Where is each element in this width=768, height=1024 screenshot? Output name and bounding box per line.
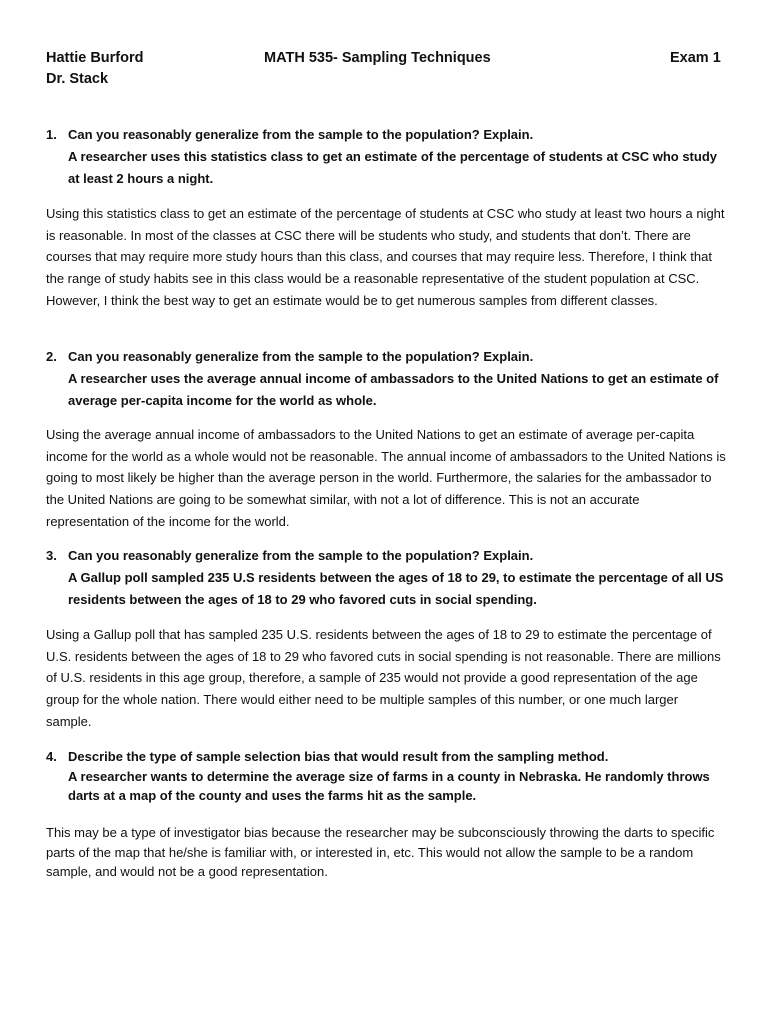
question-4 (46, 747, 726, 806)
question-number: 3. (46, 548, 57, 563)
question-2 (46, 346, 726, 412)
question-3 (46, 545, 726, 611)
question-scenario: A Gallup poll sampled 235 U.S residents between the ages of 18 to 29, to estimate the percentage of all US residents between the ages of 18 to 29 who favored cuts in social spending. (68, 570, 724, 607)
question-prompt: Can you reasonably generalize from the sample to the population? Explain. (68, 548, 534, 563)
question-scenario: A researcher uses the average annual income of ambassadors to the United Nations to get an estimate of average per-capita income for the world as whole. (68, 371, 719, 408)
question-prompt: Describe the type of sample selection bias that would result from the sampling method. (68, 749, 609, 764)
answer-4: This may be a type of investigator bias because the researcher may be subconsciously throwing the darts to specific parts of the map that he/she is familiar with, or interested in, etc. This would not allow the sample to be a random sample, and would not be a good representation. (46, 825, 715, 879)
student-name: Hattie Burford (46, 50, 144, 66)
course-title: MATH 535- Sampling Techniques (264, 50, 491, 66)
answer-2: Using the average annual income of ambassadors to the United Nations to get an estimate of average per-capita income for the world as a whole would not be reasonable. The annual income of ambassadors to the United Nations is going to most likely be higher than the average person in the world. Furthermore, the salaries for the ambassador to the United Nations are going to be somewhat similar, with not a lot of difference. This is not an accurate representation of the income for the world. (46, 427, 726, 529)
instructor-name: Dr. Stack (46, 71, 109, 87)
question-scenario: A researcher wants to determine the average size of farms in a county in Nebraska. He randomly throws darts at a map of the county and uses the farms hit as the sample. (68, 768, 710, 803)
exam-label: Exam 1 (670, 50, 721, 66)
question-number: 4. (46, 749, 57, 764)
answer-1: Using this statistics class to get an estimate of the percentage of students at CSC who study at least two hours a night is reasonable. In most of the classes at CSC there will be students who study, and students that don’t. There are courses that may require more study hours than this class, and courses that may require less. Therefore, I think that the range of study habits see in this class would be a reasonable representative of the student population at CSC. However, I think the best way to get an estimate would be to get numerous samples from different classes. (46, 206, 725, 308)
question-number: 2. (46, 349, 57, 364)
question-prompt: Can you reasonably generalize from the sample to the population? Explain. (68, 127, 534, 142)
question-prompt: Can you reasonably generalize from the sample to the population? Explain. (68, 349, 534, 364)
question-number: 1. (46, 127, 57, 142)
question-scenario: A researcher uses this statistics class to get an estimate of the percentage of students at CSC who study at least 2 hours a night. (68, 149, 717, 186)
question-1 (46, 124, 726, 190)
answer-3: Using a Gallup poll that has sampled 235 U.S. residents between the ages of 18 to 29 to estimate the percentage of U.S. residents between the ages of 18 to 29 who favored cuts in social spending is not reasonable. There are millions of U.S. residents in this age group, therefore, a sample of 235 would not provide a good representation of the age group for the whole nation. There would either need to be multiple samples of this number, or one much larger sample. (46, 627, 721, 729)
